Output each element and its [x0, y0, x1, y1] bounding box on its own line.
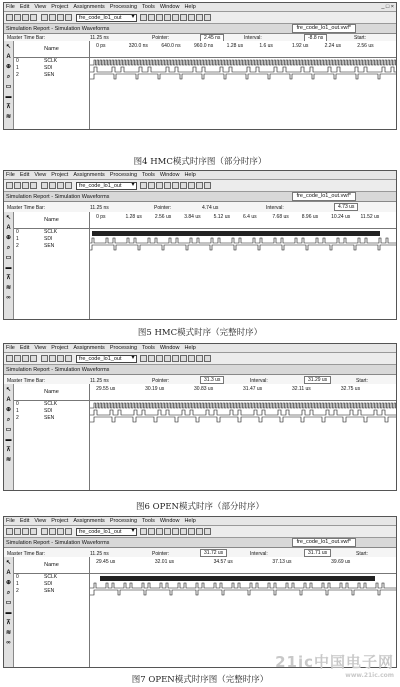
zoom-tool-icon[interactable]: ⊕	[5, 407, 12, 413]
pin-icon: 2	[16, 243, 19, 249]
cut-icon[interactable]	[41, 355, 48, 362]
waveform-dense-block	[92, 231, 380, 236]
time-tick-label: 0 ps	[96, 43, 106, 49]
menu-assignments[interactable]: Assignments	[73, 518, 105, 524]
find-icon[interactable]: ⌕	[6, 417, 11, 423]
signal-row-sdi[interactable]: 1 SDI	[16, 581, 53, 587]
invert-icon[interactable]: ⊼	[6, 620, 11, 626]
waveform-canvas[interactable]	[90, 41, 396, 129]
programmer-icon[interactable]	[196, 14, 203, 21]
programmer-icon[interactable]	[196, 528, 203, 535]
name-header: Name	[14, 557, 89, 574]
tool-strip	[4, 557, 14, 667]
stop-icon[interactable]	[164, 14, 171, 21]
menu-tools[interactable]: Tools	[142, 4, 155, 10]
waveform-area	[4, 41, 396, 129]
menu-window[interactable]: Window	[159, 4, 180, 10]
start-icon[interactable]	[156, 182, 163, 189]
menu-view[interactable]: View	[34, 345, 47, 351]
undo-icon[interactable]	[65, 355, 72, 362]
text-tool-icon[interactable]: A	[6, 570, 11, 576]
signal-row-sclk[interactable]: 0 SCLK	[16, 229, 58, 235]
tool-strip	[4, 212, 14, 319]
start-icon[interactable]	[156, 14, 163, 21]
analyze-icon[interactable]	[172, 355, 179, 362]
time-ruler	[90, 41, 396, 58]
waveform-area	[4, 384, 396, 490]
waveform-trace	[90, 60, 396, 65]
master-value: 11.25 ns	[90, 205, 109, 211]
menu-window[interactable]: Window	[159, 518, 180, 524]
time-tick-label: 29.55 us	[96, 386, 116, 392]
forcing-high-icon[interactable]: ▬	[5, 437, 12, 443]
pin-icon: 1	[16, 65, 19, 71]
compile-icon[interactable]	[148, 14, 155, 21]
master-label: Master Time Bar:	[7, 35, 46, 41]
time-tick-label: 1.6 us	[259, 43, 273, 49]
waveform-trace	[90, 590, 396, 595]
signal-row-sdi[interactable]: 1 SDI	[16, 236, 53, 242]
print-icon[interactable]	[30, 14, 37, 21]
settings-icon[interactable]	[140, 14, 147, 21]
signal-row-sdi[interactable]: 1 SDI	[16, 65, 53, 71]
select-tool-icon[interactable]: ↖	[5, 44, 12, 50]
time-tick-label: 5.12 us	[213, 214, 231, 220]
time-tick-label: 8.96 us	[301, 214, 319, 220]
name-header: Name	[14, 384, 89, 401]
node-name-column	[14, 384, 90, 490]
waveform-area	[4, 212, 396, 319]
project-combo[interactable]: fre_code_lo1_out ▾	[76, 528, 137, 536]
node-name-column	[14, 212, 90, 319]
master-value: 11.25 ns	[90, 35, 109, 41]
menu-assignments[interactable]: Assignments	[73, 345, 105, 351]
report-title: Simulation Report - Simulation Waveforms	[6, 539, 110, 546]
interval-label: Interval:	[244, 35, 262, 41]
paste-icon[interactable]	[57, 182, 64, 189]
pin-icon: 1	[16, 236, 19, 242]
start-icon[interactable]	[156, 355, 163, 362]
compile-icon[interactable]	[148, 528, 155, 535]
pointer-value: 31.72 us	[200, 549, 227, 557]
select-tool-icon[interactable]: ↖	[5, 387, 12, 393]
undo-icon[interactable]	[65, 528, 72, 535]
menu-window[interactable]: Window	[159, 345, 180, 351]
waveform-trace	[90, 403, 396, 408]
caption-fig6: 图6 OPEN模式时序（部分时序）	[136, 502, 264, 512]
invert-icon[interactable]: ⊼	[6, 104, 11, 110]
signal-row-sclk[interactable]: 0 SCLK	[16, 58, 58, 64]
paste-icon[interactable]	[57, 355, 64, 362]
menu-project[interactable]: Project	[51, 4, 69, 10]
stop-icon[interactable]	[164, 355, 171, 362]
open-icon[interactable]	[14, 355, 21, 362]
time-tick-label: 10.24 us	[331, 214, 351, 220]
menu-bar	[4, 3, 396, 12]
forcing-low-icon[interactable]: ▭	[5, 84, 12, 90]
print-icon[interactable]	[30, 182, 37, 189]
analyze-icon[interactable]	[172, 14, 179, 21]
menu-view[interactable]: View	[34, 518, 47, 524]
time-tick-label: 3.84 us	[184, 214, 201, 220]
save-icon[interactable]	[22, 528, 29, 535]
interval-label: Interval:	[266, 205, 284, 211]
waveform-trace	[90, 67, 396, 72]
pointer-value: 31.3 us	[200, 376, 224, 384]
toolbar	[4, 526, 396, 538]
menu-tools[interactable]: Tools	[142, 345, 155, 351]
pointer-value: 4.74 us	[202, 205, 219, 211]
zoom-tool-icon[interactable]: ⊕	[5, 580, 12, 586]
forcing-low-icon[interactable]: ▭	[5, 255, 12, 261]
menu-processing[interactable]: Processing	[109, 4, 138, 10]
time-tick-label: 31.47 us	[243, 386, 263, 392]
time-tick-label: 30.83 us	[194, 386, 214, 392]
menu-bar	[4, 517, 396, 526]
simulate-icon[interactable]	[180, 528, 187, 535]
master-value: 11.25 ns	[90, 551, 109, 557]
paste-icon[interactable]	[57, 14, 64, 21]
quartus-window-3	[3, 343, 397, 491]
copy-icon[interactable]	[49, 182, 56, 189]
master-label: Master Time Bar:	[7, 205, 46, 211]
menu-processing[interactable]: Processing	[109, 345, 138, 351]
master-label: Master Time Bar:	[7, 551, 46, 557]
project-combo[interactable]: fre_code_lo1_out ▾	[76, 355, 137, 363]
report-title: Simulation Report - Simulation Waveforms	[6, 193, 110, 200]
count-value-icon[interactable]: ≋	[5, 457, 12, 463]
master-label: Master Time Bar:	[7, 378, 46, 384]
pin-icon: 2	[16, 72, 19, 78]
menu-bar	[4, 171, 396, 180]
menu-assignments[interactable]: Assignments	[73, 172, 105, 178]
count-value-icon[interactable]: ≋	[5, 285, 12, 291]
menu-tools[interactable]: Tools	[142, 172, 155, 178]
time-tick-label: 1.92 us	[291, 43, 309, 49]
new-icon[interactable]	[6, 355, 13, 362]
undo-icon[interactable]	[65, 182, 72, 189]
cut-icon[interactable]	[41, 14, 48, 21]
node-name-column	[14, 41, 90, 129]
copy-icon[interactable]	[49, 528, 56, 535]
node-name-column	[14, 557, 90, 667]
menu-project[interactable]: Project	[51, 518, 69, 524]
settings-icon[interactable]	[140, 528, 147, 535]
menu-window[interactable]: Window	[159, 172, 180, 178]
caption-fig4: 图4 HMC模式时序图（部分时序）	[133, 157, 267, 167]
time-tick-label: 2.56 us	[357, 43, 374, 49]
select-tool-icon[interactable]: ↖	[5, 560, 12, 566]
time-tick-label: 7.68 us	[272, 214, 289, 220]
interval-label: Interval:	[250, 551, 268, 557]
help-icon[interactable]	[204, 182, 211, 189]
programmer-icon[interactable]	[196, 355, 203, 362]
interval-value: 31.29 us	[304, 376, 331, 384]
time-tick-label: 32.75 us	[340, 386, 361, 392]
start-icon[interactable]	[156, 528, 163, 535]
find-icon[interactable]: ⌕	[6, 590, 11, 596]
waveform-trace	[90, 238, 396, 243]
waveform-canvas[interactable]	[90, 212, 396, 319]
signal-row-sen[interactable]: 2 SEN	[16, 415, 55, 421]
waveform-dense-block	[100, 576, 375, 581]
waveform-svg	[90, 229, 396, 319]
report-icon[interactable]	[188, 528, 195, 535]
waveform-trace	[90, 417, 396, 422]
menu-help[interactable]: Help	[184, 172, 196, 178]
programmer-icon[interactable]	[196, 182, 203, 189]
menu-view[interactable]: View	[34, 172, 47, 178]
open-icon[interactable]	[14, 182, 21, 189]
pin-icon: 1	[16, 408, 19, 414]
copy-icon[interactable]	[49, 14, 56, 21]
time-tick-label: 1.28 us	[226, 43, 244, 49]
signal-row-sen[interactable]: 2 SEN	[16, 72, 55, 78]
new-icon[interactable]	[6, 182, 13, 189]
menu-edit[interactable]: Edit	[19, 345, 30, 351]
menu-tools[interactable]: Tools	[142, 518, 155, 524]
zoom-tool-icon[interactable]: ⊕	[5, 235, 12, 241]
report-title-bar	[4, 24, 396, 34]
settings-icon[interactable]	[140, 182, 147, 189]
interval-value: 4.73 us	[334, 203, 358, 211]
print-icon[interactable]	[30, 355, 37, 362]
window-controls[interactable]: _ □ ×	[381, 4, 394, 10]
forcing-high-icon[interactable]: ▬	[5, 265, 12, 271]
project-combo[interactable]: fre_code_lo1_out ▾	[76, 14, 137, 22]
menu-edit[interactable]: Edit	[19, 518, 30, 524]
stop-icon[interactable]	[164, 182, 171, 189]
open-icon[interactable]	[14, 528, 21, 535]
interval-value: -8.8 ns	[304, 34, 327, 42]
find-icon[interactable]: ⌕	[6, 245, 11, 251]
menu-project[interactable]: Project	[51, 172, 69, 178]
time-tick-label: 960.0 ns	[194, 43, 214, 49]
quartus-window-1	[3, 2, 397, 130]
invert-icon[interactable]: ⊼	[6, 275, 11, 281]
tool-strip	[4, 384, 14, 490]
report-title-bar	[4, 192, 396, 202]
menu-project[interactable]: Project	[51, 345, 69, 351]
simulate-icon[interactable]	[180, 14, 187, 21]
menu-file[interactable]: File	[6, 172, 15, 178]
pin-icon: 0	[16, 58, 19, 64]
forcing-low-icon[interactable]: ▭	[5, 600, 12, 606]
master-value: 11.25 ns	[90, 378, 109, 384]
binoculars-icon[interactable]: ∞	[6, 295, 11, 301]
menu-file[interactable]: File	[6, 345, 15, 351]
open-icon[interactable]	[14, 14, 21, 21]
report-title-bar	[4, 538, 396, 548]
new-icon[interactable]	[6, 14, 13, 21]
interval-value: 31.71 us	[304, 549, 331, 557]
toolbar	[4, 180, 396, 192]
time-tick-label: 11.52 us	[360, 214, 380, 220]
start-label: Start:	[356, 378, 368, 384]
copy-icon[interactable]	[49, 355, 56, 362]
signal-row-sdi[interactable]: 1 SDI	[16, 408, 53, 414]
start-label: Start:	[356, 551, 368, 557]
signal-row-sclk[interactable]: 0 SCLK	[16, 401, 58, 407]
time-tick-label: 37.13 us	[272, 559, 292, 565]
new-icon[interactable]	[6, 528, 13, 535]
text-tool-icon[interactable]: A	[6, 397, 11, 403]
file-tab[interactable]: fre_code_lo1_out.vwf*	[292, 24, 356, 33]
signal-row-sen[interactable]: 2 SEN	[16, 588, 55, 594]
time-tick-label: 34.57 us	[213, 559, 233, 565]
signal-row-sclk[interactable]: 0 SCLK	[16, 574, 58, 580]
waveform-svg	[90, 401, 396, 491]
waveform-svg	[90, 58, 396, 130]
time-tick-label: 39.69 us	[331, 559, 351, 565]
time-tick-label: 32.11 us	[291, 386, 311, 392]
pointer-value: 2.45 ns	[200, 34, 224, 42]
zoom-tool-icon[interactable]: ⊕	[5, 64, 12, 70]
quartus-window-2	[3, 170, 397, 320]
report-icon[interactable]	[188, 14, 195, 21]
menu-view[interactable]: View	[34, 4, 47, 10]
file-tab[interactable]: fre_code_lo1_out.vwf*	[292, 538, 356, 547]
pin-icon: 1	[16, 581, 19, 587]
analyze-icon[interactable]	[172, 528, 179, 535]
simulate-icon[interactable]	[180, 355, 187, 362]
pin-icon: 2	[16, 588, 19, 594]
time-tick-label: 32.01 us	[154, 559, 175, 565]
waveform-trace	[90, 410, 396, 415]
stop-icon[interactable]	[164, 528, 171, 535]
save-icon[interactable]	[22, 14, 29, 21]
menu-edit[interactable]: Edit	[19, 4, 30, 10]
save-icon[interactable]	[22, 355, 29, 362]
compile-icon[interactable]	[148, 355, 155, 362]
waveform-trace	[90, 583, 396, 588]
undo-icon[interactable]	[65, 14, 72, 21]
tool-strip	[4, 41, 14, 129]
pointer-label: Pointer:	[152, 35, 170, 41]
pin-icon: 0	[16, 401, 19, 407]
menu-processing[interactable]: Processing	[109, 172, 138, 178]
time-tick-label: 0 ps	[96, 214, 106, 220]
report-title: Simulation Report - Simulation Waveforms	[6, 25, 110, 32]
pin-icon: 0	[16, 229, 19, 235]
find-icon[interactable]: ⌕	[6, 74, 11, 80]
pointer-label: Pointer:	[154, 205, 172, 211]
menu-edit[interactable]: Edit	[19, 172, 30, 178]
text-tool-icon[interactable]: A	[6, 54, 11, 60]
start-label: Start:	[354, 35, 366, 41]
text-tool-icon[interactable]: A	[6, 225, 11, 231]
site-watermark: 21ic中国电子网 www.21ic.com	[275, 653, 394, 679]
simulate-icon[interactable]	[180, 182, 187, 189]
time-ruler	[90, 212, 396, 229]
waveform-trace	[90, 245, 396, 250]
save-icon[interactable]	[22, 182, 29, 189]
settings-icon[interactable]	[140, 355, 147, 362]
pin-icon: 2	[16, 415, 19, 421]
time-tick-label: 2.56 us	[154, 214, 172, 220]
count-value-icon[interactable]: ≋	[5, 114, 12, 120]
report-title: Simulation Report - Simulation Waveforms	[6, 366, 110, 373]
time-tick-label: 1.28 us	[125, 214, 142, 220]
pointer-label: Pointer:	[152, 551, 170, 557]
file-tab[interactable]: fre_code_lo1_out.vwf*	[292, 192, 356, 201]
menu-file[interactable]: File	[6, 518, 15, 524]
waveform-trace	[90, 74, 396, 79]
menu-assignments[interactable]: Assignments	[73, 4, 105, 10]
select-tool-icon[interactable]: ↖	[5, 215, 12, 221]
caption-fig7: 图7 OPEN模式时序图（完整时序）	[131, 675, 269, 685]
interval-label: Interval:	[250, 378, 268, 384]
time-ruler	[90, 384, 396, 401]
toolbar	[4, 12, 396, 24]
help-icon[interactable]	[204, 355, 211, 362]
time-tick-label: 29.45 us	[96, 559, 116, 565]
time-tick-label: 320.0 ns	[128, 43, 148, 49]
report-icon[interactable]	[188, 355, 195, 362]
menu-bar	[4, 344, 396, 353]
time-ruler	[90, 557, 396, 574]
forcing-low-icon[interactable]: ▭	[5, 427, 12, 433]
time-tick-label: 2.24 us	[324, 43, 341, 49]
cut-icon[interactable]	[41, 528, 48, 535]
time-tick-label: 640.0 ns	[161, 43, 181, 49]
signal-row-sen[interactable]: 2 SEN	[16, 243, 55, 249]
quartus-window-4	[3, 516, 397, 668]
menu-file[interactable]: File	[6, 4, 15, 10]
toolbar	[4, 353, 396, 365]
count-value-icon[interactable]: ≋	[5, 630, 12, 636]
paste-icon[interactable]	[57, 528, 64, 535]
forcing-high-icon[interactable]: ▬	[5, 94, 12, 100]
binoculars-icon[interactable]: ∞	[6, 640, 11, 646]
waveform-canvas[interactable]	[90, 384, 396, 490]
caption-fig5: 图5 HMC模式时序（完整时序）	[137, 328, 263, 338]
time-tick-label: 30.19 us	[145, 386, 165, 392]
forcing-high-icon[interactable]: ▬	[5, 610, 12, 616]
print-icon[interactable]	[30, 528, 37, 535]
time-tick-label: 6.4 us	[243, 214, 257, 220]
cut-icon[interactable]	[41, 182, 48, 189]
pointer-label: Pointer:	[152, 378, 170, 384]
menu-help[interactable]: Help	[184, 4, 196, 10]
invert-icon[interactable]: ⊼	[6, 447, 11, 453]
analyze-icon[interactable]	[172, 182, 179, 189]
menu-processing[interactable]: Processing	[109, 518, 138, 524]
report-title-bar	[4, 365, 396, 375]
name-header: Name	[14, 41, 89, 58]
report-icon[interactable]	[188, 182, 195, 189]
name-header: Name	[14, 212, 89, 229]
project-combo[interactable]: fre_code_lo1_out ▾	[76, 182, 137, 190]
menu-help[interactable]: Help	[184, 518, 196, 524]
menu-help[interactable]: Help	[184, 345, 196, 351]
help-icon[interactable]	[204, 528, 211, 535]
pin-icon: 0	[16, 574, 19, 580]
compile-icon[interactable]	[148, 182, 155, 189]
help-icon[interactable]	[204, 14, 211, 21]
